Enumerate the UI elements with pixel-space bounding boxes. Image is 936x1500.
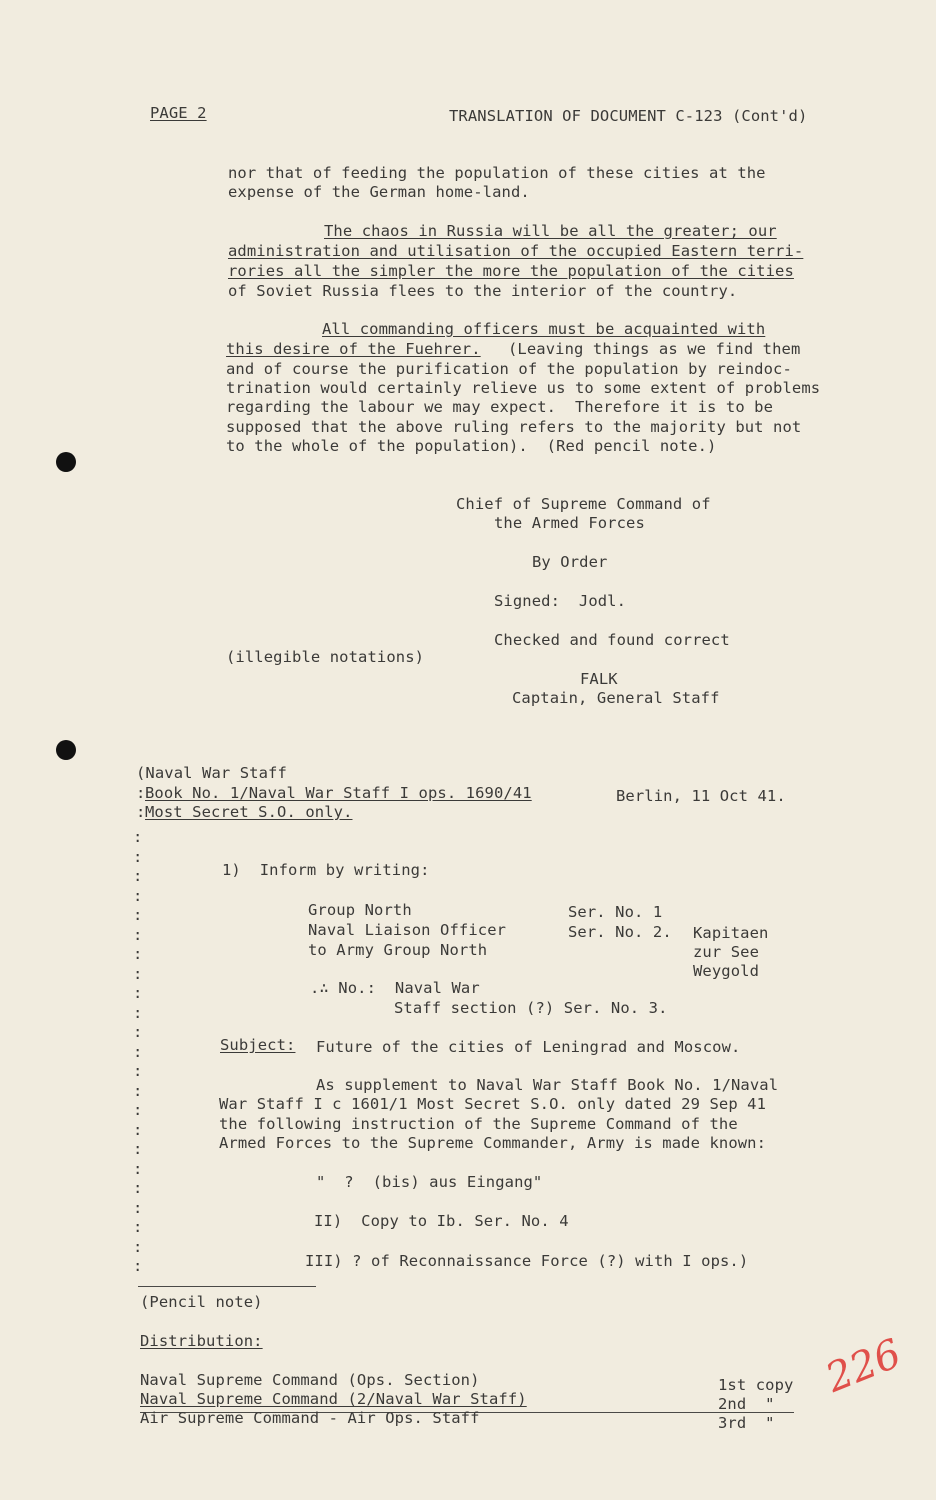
body-line: All commanding officers must be acquainted with [322, 320, 766, 338]
memo-staff: (Naval War Staff [136, 764, 287, 782]
signature-chief-line1: Chief of Supreme Command of [456, 495, 711, 513]
binder-hole-top [56, 452, 76, 472]
subject-text: Future of the cities of Leningrad and Moscow. [316, 1038, 741, 1056]
memo-secret: Most Secret S.O. only. [145, 803, 353, 821]
distribution-row-copy: 3rd " [718, 1414, 775, 1432]
distribution-row-copy: 2nd " [718, 1395, 775, 1413]
kapitaen-line: Weygold [693, 962, 760, 980]
signature-chief-line2: the Armed Forces [494, 514, 645, 532]
illegible-notations: (illegible notations) [226, 648, 425, 666]
supplement-line: As supplement to Naval War Staff Book No. 1/Naval [316, 1076, 779, 1094]
memo-item-1: 1) Inform by writing: [222, 861, 430, 879]
number-line-1: .∴ No.: Naval War [310, 979, 480, 997]
number-line-2: Staff section (?) Ser. No. 3. [394, 999, 668, 1017]
memo-place-date: Berlin, 11 Oct 41. [616, 787, 786, 805]
supplement-line: War Staff I c 1601/1 Most Secret S.O. only dated 29 Sep 41 [219, 1095, 767, 1113]
serial-2: Ser. No. 2. [568, 923, 672, 941]
binder-hole-bottom [56, 740, 76, 760]
memo-divider [138, 1286, 316, 1287]
signature-rank: Captain, General Staff [512, 689, 720, 707]
body-line: The chaos in Russia will be all the greater; our [324, 222, 777, 240]
body-line: regarding the labour we may expect. Therefore it is to be [226, 398, 774, 416]
red-page-number-stamp [811, 1316, 922, 1418]
body-line: of Soviet Russia flees to the interior of the country. [228, 282, 738, 300]
body-line: trination would certainly relieve us to some extent of problems [226, 379, 821, 397]
recipient-line: Naval Liaison Officer [308, 921, 507, 939]
margin-colon-column: : : : : : : : : : : : : : : : : : : : : : : : [133, 828, 143, 1275]
body-line: nor that of feeding the population of these cities at the [228, 164, 766, 182]
distribution-row-name: Air Supreme Command - Air Ops. Staff [140, 1409, 480, 1427]
page-label: PAGE 2 [150, 104, 207, 122]
memo-colon: : [136, 784, 146, 802]
quote-line: " ? (bis) aus Eingang" [316, 1173, 543, 1191]
signature-signed: Signed: Jodl. [494, 592, 627, 610]
body-line: expense of the German home-land. [228, 183, 530, 201]
body-line: rories all the simpler the more the population of the cities [228, 262, 794, 280]
memo-item-3: III) ? of Reconnaissance Force (?) with I ops.) [305, 1252, 749, 1270]
recipient-line: Group North [308, 901, 412, 919]
body-line: (Leaving things as we find them [508, 340, 801, 358]
stamp-number-drawing [811, 1316, 921, 1415]
body-line: supposed that the above ruling refers to the majority but not [226, 418, 802, 436]
body-line: and of course the purification of the population by reindoc- [226, 360, 792, 378]
signature-name: FALK [580, 670, 618, 688]
stamp-number-text: 226 [819, 1330, 908, 1402]
serial-1: Ser. No. 1 [568, 903, 663, 921]
signature-checked: Checked and found correct [494, 631, 730, 649]
distribution-row-name: Naval Supreme Command (Ops. Section) [140, 1371, 480, 1389]
supplement-line: Armed Forces to the Supreme Commander, Army is made known: [219, 1134, 767, 1152]
pencil-note: (Pencil note) [140, 1293, 263, 1311]
document-title: TRANSLATION OF DOCUMENT C-123 (Cont'd) [449, 107, 808, 125]
body-line: administration and utilisation of the occupied Eastern terri- [228, 242, 804, 260]
body-line: to the whole of the population). (Red pencil note.) [226, 437, 717, 455]
supplement-line: the following instruction of the Supreme Command of the [219, 1115, 738, 1133]
memo-colon: : [136, 803, 146, 821]
subject-label: Subject: [220, 1036, 296, 1054]
distribution-label: Distribution: [140, 1332, 263, 1350]
signature-by-order: By Order [532, 553, 608, 571]
distribution-row-copy: 1st copy [718, 1376, 794, 1394]
kapitaen-line: Kapitaen [693, 924, 769, 942]
kapitaen-line: zur See [693, 943, 760, 961]
memo-item-2: II) Copy to Ib. Ser. No. 4 [314, 1212, 569, 1230]
memo-book: Book No. 1/Naval War Staff I ops. 1690/41 [145, 784, 532, 802]
distribution-row-name: Naval Supreme Command (2/Naval War Staff) [140, 1390, 527, 1408]
recipient-line: to Army Group North [308, 941, 488, 959]
body-line: this desire of the Fuehrer. [226, 340, 481, 358]
